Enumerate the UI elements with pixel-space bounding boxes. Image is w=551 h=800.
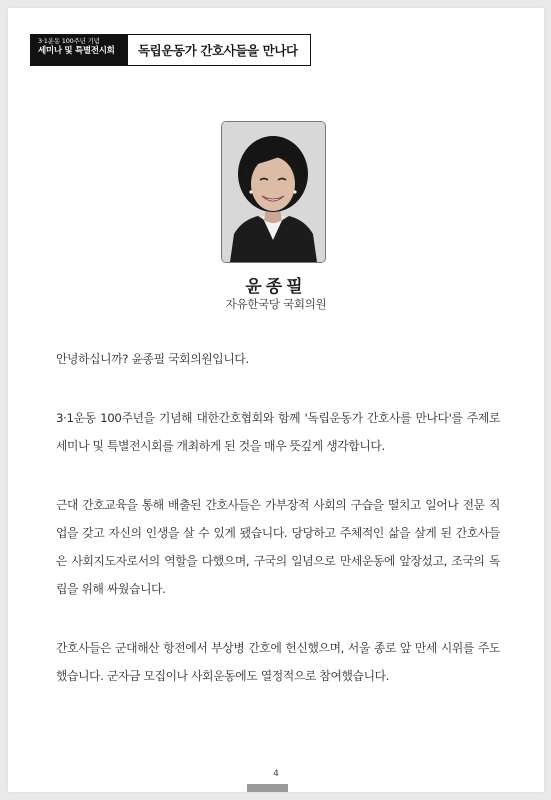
- series-label-line1: 3·1운동 100주년 기념: [38, 37, 100, 45]
- page-number: 4: [273, 769, 279, 779]
- paragraph-history: 근대 간호교육을 통해 배출된 간호사들은 가부장적 사회의 구습을 떨치고 일어나 전문 직업을 갖고 자신의 인생을 살 수 있게 됐습니다. 당당하고 주체적인 삶을 살게 된 간호사들은 사회지도자로서의 역할을 다했으며, 구국의 일념으로 만세운동에 앞장섰고, 조국의 독립을 위해 싸웠습니다.: [56, 498, 500, 596]
- footer-tab: [247, 784, 288, 792]
- header-title: 독립운동가 간호사들을 만나다: [128, 34, 311, 66]
- speaker-name: 윤종필: [245, 277, 307, 297]
- paragraph-event: 3·1운동 100주년을 기념해 대한간호협회와 함께 '독립운동가 간호사를 만나다'를 주제로 세미나 및 특별전시회를 개최하게 된 것을 매우 뜻깊게 생각합니다.: [56, 411, 500, 453]
- series-label: [30, 34, 128, 66]
- document-page: [8, 8, 544, 792]
- paragraph-contribution: 간호사들은 군대해산 항전에서 부상병 간호에 헌신했으며, 서울 종로 앞 만세 시위를 주도했습니다. 군자금 모집이나 사회운동에도 열정적으로 참여했습니다.: [56, 641, 500, 683]
- letter-body: [56, 345, 500, 721]
- paragraph-greeting: 안녕하십니까? 윤종필 국회의원입니다.: [56, 352, 249, 366]
- portrait-photo: [222, 122, 325, 262]
- speaker-affiliation: 자유한국당 국회의원: [225, 297, 327, 311]
- page-header: [30, 34, 311, 66]
- series-label-line2: 세미나 및 특별전시회: [38, 46, 115, 57]
- speaker-portrait: [221, 121, 326, 263]
